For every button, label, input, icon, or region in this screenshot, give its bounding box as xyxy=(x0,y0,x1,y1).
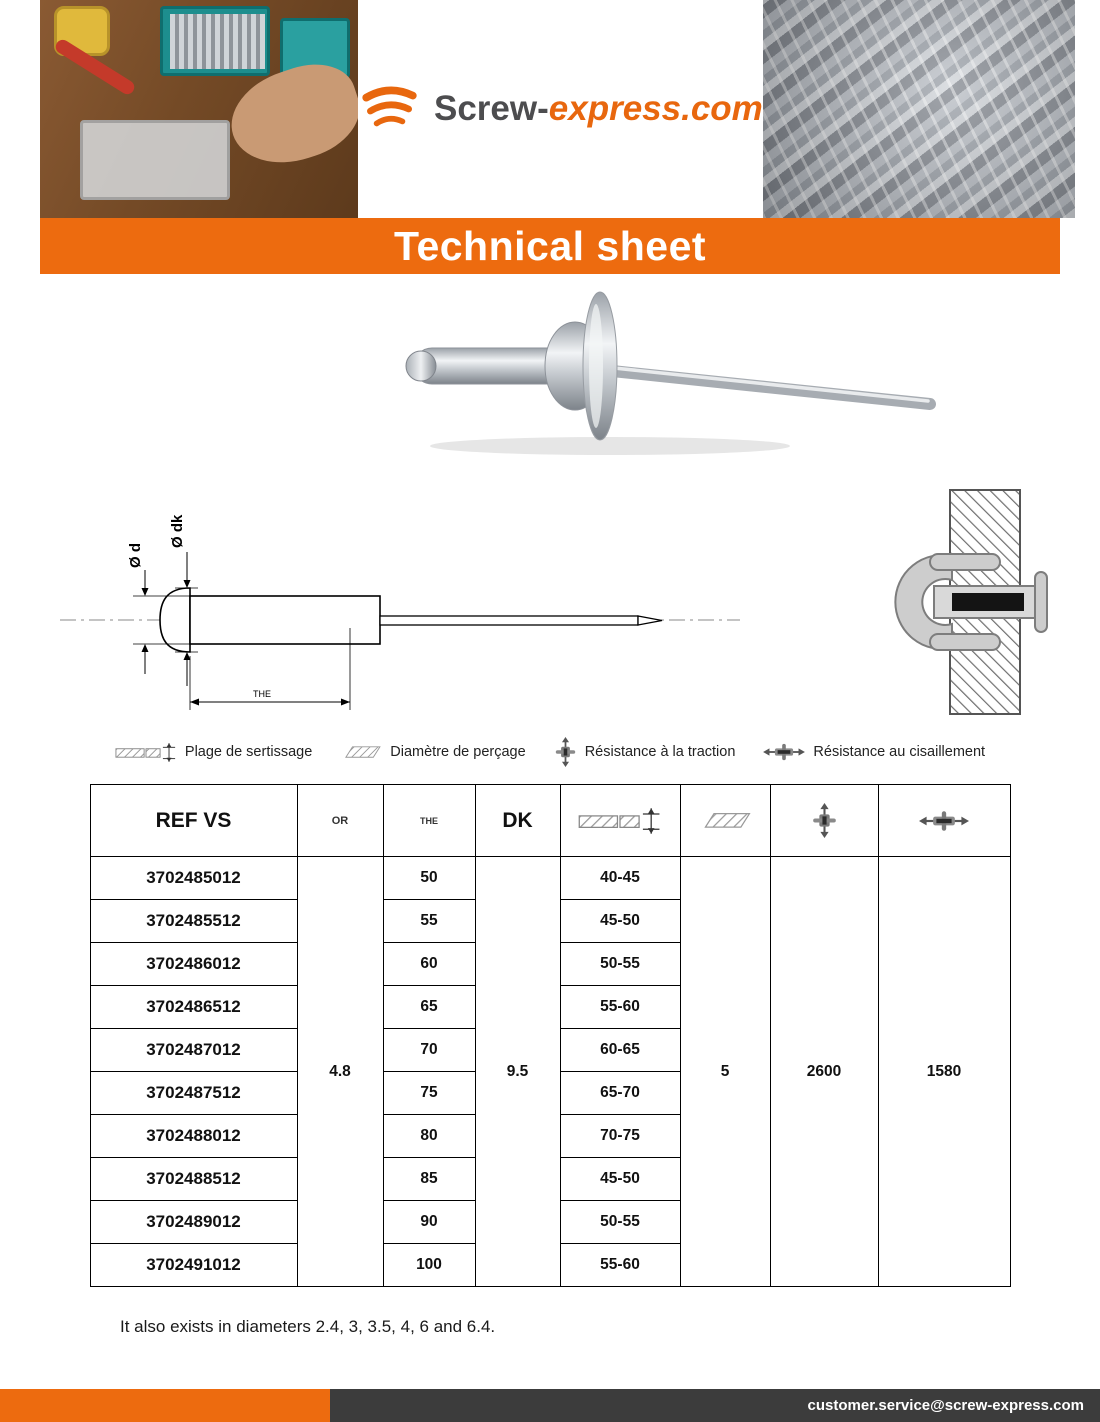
dim-d-label: Ø d xyxy=(127,543,144,568)
shear-merged-cell: 1580 xyxy=(878,857,1010,1287)
header-or: OR xyxy=(297,785,383,857)
dimension-drawing xyxy=(40,470,800,728)
footer-accent-bar xyxy=(0,1389,330,1422)
the-cell: 70 xyxy=(383,1029,475,1072)
crimp-range-cell: 55-60 xyxy=(560,1244,680,1287)
crimp-range-icon xyxy=(578,807,662,835)
support-email-link[interactable]: customer.service@screw-express.com xyxy=(807,1397,1084,1414)
dim-dk-label: Ø dk xyxy=(169,514,186,548)
shear-resistance-icon xyxy=(763,742,805,762)
legend-label: Plage de sertissage xyxy=(184,744,313,760)
header-the: THE xyxy=(383,785,475,857)
legend-label: Résistance à la traction xyxy=(584,744,736,760)
spec-table-body xyxy=(90,857,1010,1287)
dk-merged-cell: 9.5 xyxy=(475,857,560,1287)
traction-resistance-icon xyxy=(811,803,838,838)
ref-cell: 3702485512 xyxy=(90,900,297,943)
ref-cell: 3702485012 xyxy=(90,857,297,900)
ref-cell: 3702488512 xyxy=(90,1158,297,1201)
ref-cell: 3702486512 xyxy=(90,986,297,1029)
rivet-photo-illustration xyxy=(0,274,1100,470)
shear-resistance-icon xyxy=(919,809,969,833)
rivet-photo xyxy=(0,274,1100,470)
the-cell: 75 xyxy=(383,1072,475,1115)
crimp-range-cell: 40-45 xyxy=(560,857,680,900)
title-banner xyxy=(40,218,1060,274)
dim-the-label: THE xyxy=(253,689,271,699)
header-traction xyxy=(770,785,878,857)
logo xyxy=(358,0,763,218)
legend xyxy=(0,734,1100,770)
drill-diameter-icon xyxy=(340,744,382,761)
crimp-range-cell: 50-55 xyxy=(560,1201,680,1244)
footer xyxy=(0,1389,1100,1422)
legend-item-shear xyxy=(763,742,985,762)
the-cell: 85 xyxy=(383,1158,475,1201)
header-drill xyxy=(680,785,770,857)
screw-pile-photo xyxy=(763,0,1075,218)
or-merged-cell: 4.8 xyxy=(297,857,383,1287)
footer-bar xyxy=(330,1389,1100,1422)
spec-table xyxy=(90,784,1011,1287)
ref-cell: 3702491012 xyxy=(90,1244,297,1287)
the-cell: 60 xyxy=(383,943,475,986)
traction-merged-cell: 2600 xyxy=(770,857,878,1287)
logo-text xyxy=(434,89,763,129)
ref-cell: 3702487512 xyxy=(90,1072,297,1115)
logo-swoosh-icon xyxy=(358,84,420,134)
logo-text-orange: express.com xyxy=(548,89,763,128)
ref-cell: 3702488012 xyxy=(90,1115,297,1158)
legend-item-traction xyxy=(554,737,736,767)
crimp-range-cell: 50-55 xyxy=(560,943,680,986)
spec-row xyxy=(90,857,1010,900)
crimp-range-cell: 45-50 xyxy=(560,900,680,943)
header-ref: REF VS xyxy=(90,785,297,857)
drill-merged-cell: 5 xyxy=(680,857,770,1287)
legend-item-drill xyxy=(340,744,525,761)
workbench-photo xyxy=(40,0,358,218)
diagram-section xyxy=(0,470,1100,728)
crimp-range-cell: 60-65 xyxy=(560,1029,680,1072)
header-crimp xyxy=(560,785,680,857)
crimp-range-cell: 45-50 xyxy=(560,1158,680,1201)
parts-box-decor xyxy=(80,120,230,200)
crimp-range-icon xyxy=(115,742,177,763)
header xyxy=(0,0,1100,218)
screws-decor xyxy=(170,14,265,69)
legend-label: Diamètre de perçage xyxy=(390,744,526,760)
header-shear xyxy=(878,785,1010,857)
legend-item-crimp xyxy=(115,742,312,763)
page-title: Technical sheet xyxy=(393,222,707,269)
cross-section-drawing xyxy=(830,484,1060,720)
the-cell: 65 xyxy=(383,986,475,1029)
ref-cell: 3702487012 xyxy=(90,1029,297,1072)
crimp-range-cell: 65-70 xyxy=(560,1072,680,1115)
diameters-note: It also exists in diameters 2.4, 3, 3.5, 4, 6 and 6.4. xyxy=(120,1317,496,1336)
logo-text-dark: Screw- xyxy=(434,89,549,128)
the-cell: 90 xyxy=(383,1201,475,1244)
spec-header-row xyxy=(90,785,1010,857)
drill-diameter-icon xyxy=(698,810,752,832)
the-cell: 100 xyxy=(383,1244,475,1287)
the-cell: 55 xyxy=(383,900,475,943)
legend-label: Résistance au cisaillement xyxy=(813,744,986,760)
crimp-range-cell: 70-75 xyxy=(560,1115,680,1158)
traction-resistance-icon xyxy=(554,737,577,767)
the-cell: 50 xyxy=(383,857,475,900)
ref-cell: 3702486012 xyxy=(90,943,297,986)
header-dk: DK xyxy=(475,785,560,857)
crimp-range-cell: 55-60 xyxy=(560,986,680,1029)
ref-cell: 3702489012 xyxy=(90,1201,297,1244)
the-cell: 80 xyxy=(383,1115,475,1158)
